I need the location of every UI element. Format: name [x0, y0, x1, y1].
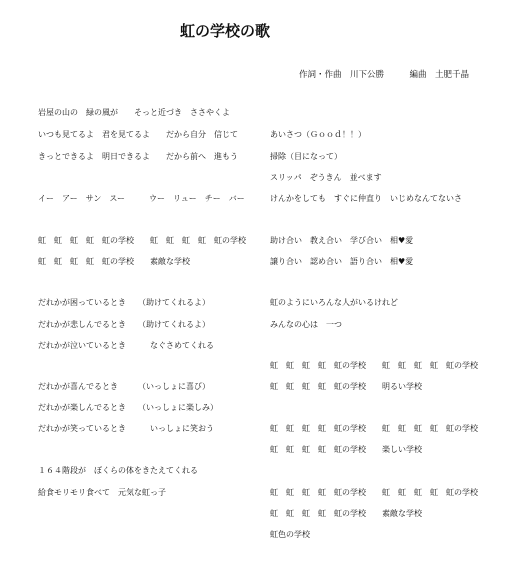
lyric-line: スリッパ ぞうきん 並べます: [270, 173, 382, 182]
lyric-line: だれかが楽しんでるとき （いっしょに楽しみ）: [38, 403, 218, 412]
song-title: 虹の学校の歌: [180, 22, 271, 40]
lyric-line: 給食モリモリ食べて 元気な虹っ子: [38, 488, 166, 497]
lyric-line: 譲り合い 認め合い 語り合い 相♥愛: [270, 257, 414, 266]
lyric-line: 虹 虹 虹 虹 虹の学校 虹 虹 虹 虹 虹の学校: [270, 488, 478, 497]
lyric-line: けんかをしても すぐに仲直り いじめなんてないさ: [270, 194, 462, 203]
lyric-line: 虹色の学校: [270, 530, 310, 539]
lyric-line: 虹 虹 虹 虹 虹の学校 虹 虹 虹 虹 虹の学校: [38, 236, 246, 245]
lyric-line: きっとできるよ 明日できるよ だから前へ 進もう: [38, 152, 238, 161]
lyric-line: 虹 虹 虹 虹 虹の学校 素敵な学校: [270, 509, 422, 518]
lyric-line: イー アー サン スー ウー リュー チー バー: [38, 194, 245, 203]
lyric-line: 助け合い 教え合い 学び合い 相♥愛: [270, 236, 414, 245]
lyric-line: 虹 虹 虹 虹 虹の学校 虹 虹 虹 虹 虹の学校: [270, 424, 478, 433]
lyric-line: だれかが悲しんでるとき （助けてくれるよ）: [38, 320, 210, 329]
lyric-line: 虹 虹 虹 虹 虹の学校 明るい学校: [270, 382, 422, 391]
lyric-line: だれかが喜んでるとき （いっしょに喜び）: [38, 382, 210, 391]
lyric-line: だれかが泣いているとき なぐさめてくれる: [38, 341, 214, 350]
lyric-line: 岩屋の山の 緑の風が そっと近づき ささやくよ: [38, 108, 230, 117]
lyric-line: みんなの心は 一つ: [270, 320, 342, 329]
lyric-line: 虹のようにいろんな人がいるけれど: [270, 298, 398, 307]
lyric-line: １６４階段が ぼくらの体をきたえてくれる: [38, 466, 198, 475]
song-credits: 作詞・作曲 川下公勝 編曲 土肥千晶: [299, 70, 470, 80]
lyric-line: 掃除（目になって）: [270, 152, 342, 161]
lyric-line: あいさつ（Ｇｏｏｄ！！）: [270, 130, 366, 139]
lyric-line: 虹 虹 虹 虹 虹の学校 楽しい学校: [270, 445, 422, 454]
lyric-line: いつも見てるよ 君を見てるよ だから自分 信じて: [38, 130, 238, 139]
lyric-line: 虹 虹 虹 虹 虹の学校 素敵な学校: [38, 257, 190, 266]
lyric-line: だれかが笑っているとき いっしょに笑おう: [38, 424, 214, 433]
lyric-line: 虹 虹 虹 虹 虹の学校 虹 虹 虹 虹 虹の学校: [270, 361, 478, 370]
lyric-line: だれかが困っているとき （助けてくれるよ）: [38, 298, 210, 307]
